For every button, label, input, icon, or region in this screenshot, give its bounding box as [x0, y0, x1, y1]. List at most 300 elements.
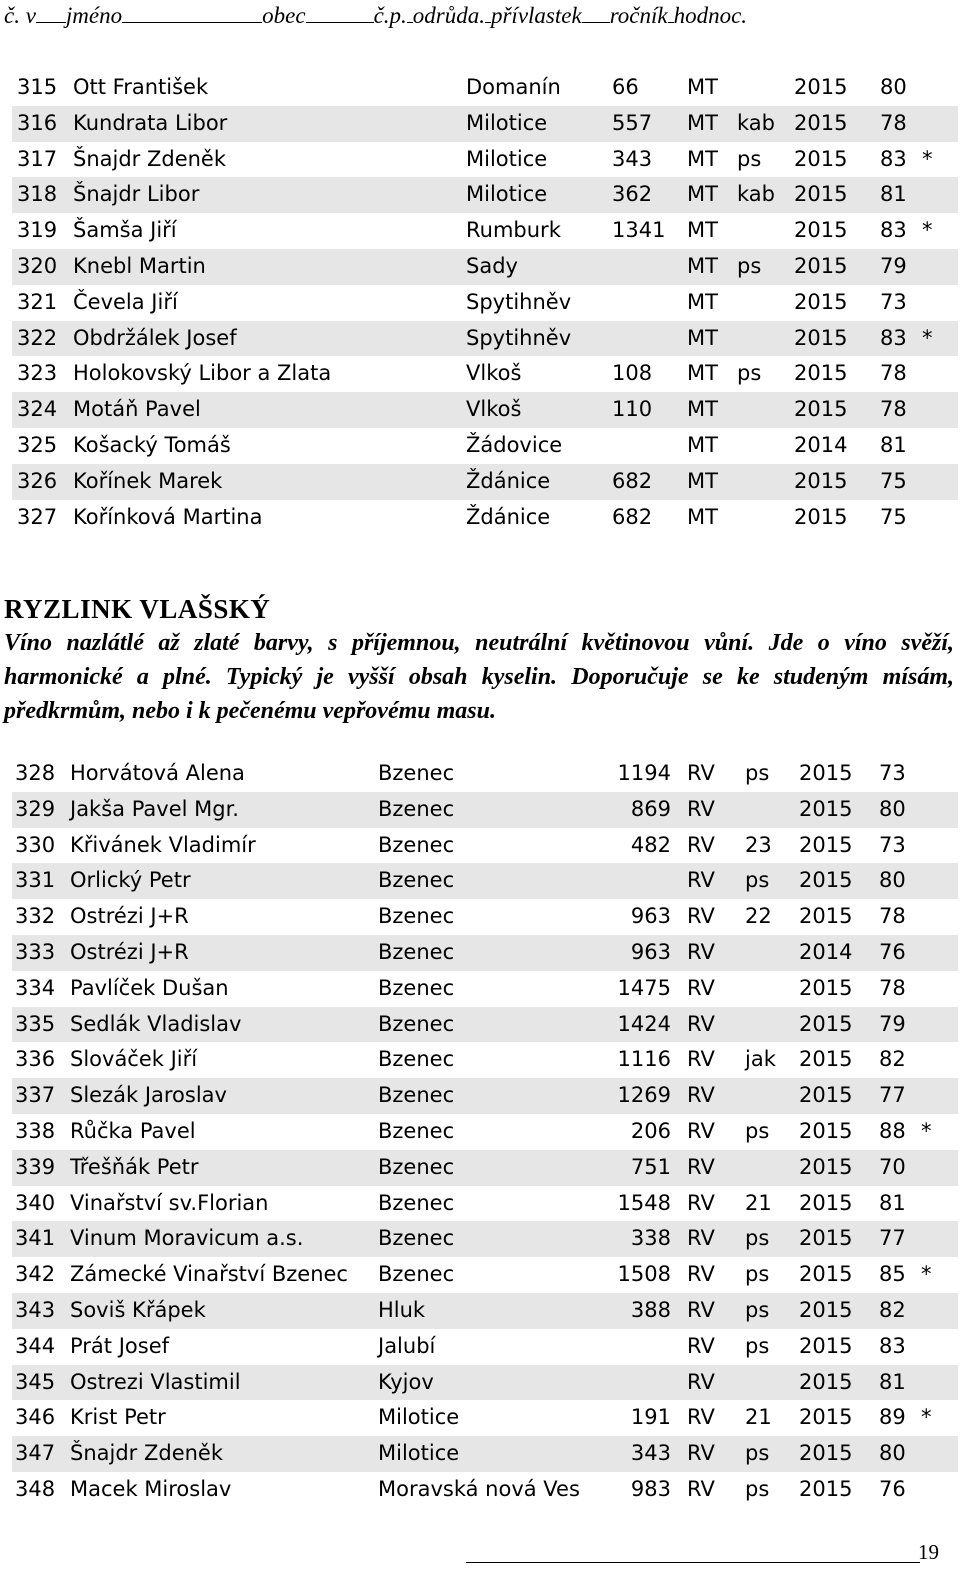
table-row: [12, 106, 958, 142]
cell-score: 78: [880, 397, 907, 422]
cell-score: 78: [880, 361, 907, 386]
cell-town: Bzenec: [378, 868, 455, 893]
cell-score: 76: [879, 939, 906, 964]
cell-year: 2015: [799, 975, 853, 1000]
cell-year: 2015: [794, 75, 848, 99]
cell-num: 347: [15, 1441, 56, 1466]
cell-name: Krist Petr: [70, 1405, 166, 1430]
table-row: [12, 863, 958, 899]
cell-year: 2015: [794, 182, 848, 207]
cell-variety: RV: [687, 1476, 715, 1501]
cell-town: Bzenec: [378, 1047, 455, 1072]
header-underline: [36, 4, 66, 23]
cell-year: 2015: [794, 468, 848, 493]
table-row: [12, 756, 958, 792]
cell-name: Ott František: [73, 75, 209, 99]
cell-num: 321: [17, 289, 58, 314]
cell-score: 85: [879, 1262, 906, 1287]
cell-num: 315: [17, 75, 58, 99]
cell-town: Jalubí: [378, 1333, 436, 1358]
cell-num: 325: [17, 432, 58, 457]
cell-num: 326: [17, 468, 58, 493]
cell-score: 76: [879, 1476, 906, 1501]
cell-variety: MT: [687, 468, 718, 493]
header-col-year: ročník: [609, 3, 668, 28]
cell-variety: RV: [687, 1011, 715, 1036]
cell-cp: 1341: [612, 218, 666, 243]
cell-year: 2015: [799, 1297, 853, 1322]
cell-num: 329: [15, 796, 56, 821]
cell-year: 2015: [799, 1476, 853, 1501]
cell-attr: 21: [745, 1405, 772, 1430]
cell-variety: MT: [687, 397, 718, 422]
cell-num: 327: [17, 504, 58, 529]
cell-name: Soviš Křápek: [70, 1297, 206, 1322]
table-row: [12, 1042, 958, 1078]
cell-variety: RV: [687, 832, 715, 857]
cell-name: Kořínková Martina: [73, 504, 263, 529]
cell-star: *: [922, 325, 933, 350]
cell-cp: 682: [612, 468, 653, 493]
cell-score: 83: [880, 218, 907, 243]
header-underline: [306, 4, 374, 23]
cell-cp: 66: [612, 75, 639, 99]
cell-score: 77: [879, 1083, 906, 1108]
cell-star: *: [922, 218, 933, 243]
cell-name: Vinum Moravicum a.s.: [70, 1226, 304, 1251]
cell-num: 323: [17, 361, 58, 386]
table-row: [12, 500, 958, 536]
cell-num: 330: [15, 832, 56, 857]
cell-town: Bzenec: [378, 1118, 455, 1143]
cell-num: 343: [15, 1297, 56, 1322]
cell-score: 73: [879, 832, 906, 857]
cell-year: 2015: [799, 904, 853, 929]
cell-attr: kab: [737, 182, 775, 207]
cell-year: 2015: [799, 1333, 853, 1358]
cell-town: Milotice: [378, 1405, 460, 1430]
column-header-line: [4, 2, 747, 30]
table-row: [12, 1186, 958, 1222]
cell-score: 75: [880, 468, 907, 493]
cell-cp: 110: [612, 397, 653, 422]
cell-variety: RV: [687, 1226, 715, 1251]
cell-cp: 1194: [617, 761, 671, 785]
cell-cp: 983: [630, 1476, 671, 1501]
cell-variety: RV: [687, 1047, 715, 1072]
cell-variety: RV: [687, 1154, 715, 1179]
cell-year: 2015: [799, 1083, 853, 1108]
cell-cp: 869: [630, 796, 671, 821]
cell-score: 75: [880, 504, 907, 529]
cell-cp: 1269: [617, 1083, 671, 1108]
cell-attr: ps: [745, 1297, 770, 1322]
cell-name: Obdržálek Josef: [73, 325, 237, 350]
table-row: [12, 1329, 958, 1365]
cell-variety: MT: [687, 432, 718, 457]
cell-num: 334: [15, 975, 56, 1000]
cell-name: Kundrata Libor: [73, 110, 228, 135]
cell-attr: ps: [745, 1226, 770, 1251]
table-row: [12, 1400, 958, 1436]
header-col-house-number: č.p.: [373, 3, 407, 28]
cell-variety: RV: [687, 868, 715, 893]
table-row: [12, 249, 958, 285]
header-underline: [122, 4, 262, 23]
cell-variety: MT: [687, 504, 718, 529]
cell-num: 320: [17, 253, 58, 278]
cell-score: 79: [880, 253, 907, 278]
cell-num: 317: [17, 146, 58, 171]
cell-num: 328: [15, 761, 56, 785]
cell-score: 80: [879, 796, 906, 821]
cell-town: Bzenec: [378, 1083, 455, 1108]
cell-town: Hluk: [378, 1297, 426, 1322]
cell-name: Kořínek Marek: [73, 468, 223, 493]
cell-attr: jak: [745, 1047, 776, 1072]
cell-name: Knebl Martin: [73, 253, 206, 278]
cell-name: Macek Miroslav: [70, 1476, 232, 1501]
cell-num: 348: [15, 1476, 56, 1501]
cell-num: 336: [15, 1047, 56, 1072]
table-row: [12, 142, 958, 178]
cell-num: 324: [17, 397, 58, 422]
cell-variety: RV: [687, 939, 715, 964]
results-table-rv: [12, 756, 958, 1508]
cell-num: 332: [15, 904, 56, 929]
cell-year: 2015: [799, 1369, 853, 1394]
cell-year: 2015: [799, 832, 853, 857]
cell-town: Bzenec: [378, 975, 455, 1000]
table-row: [12, 1365, 958, 1401]
cell-attr: kab: [737, 110, 775, 135]
cell-name: Šnajdr Libor: [73, 182, 200, 207]
cell-attr: ps: [745, 868, 770, 893]
cell-name: Motáň Pavel: [73, 397, 201, 422]
cell-town: Milotice: [378, 1441, 460, 1466]
cell-town: Milotice: [466, 110, 548, 135]
cell-score: 81: [879, 1369, 906, 1394]
cell-year: 2015: [794, 504, 848, 529]
header-col-attribute: přívlastek: [490, 3, 582, 28]
cell-variety: MT: [687, 75, 718, 99]
section-description: Víno nazlátlé až zlaté barvy, s příjemnou, neutrální květinovou vůní. Jde o víno svěží, harmonické a plné. Typický je vyšší obsah kyselin. Doporučuje se ke studeným mísám, předkrmům, nebo i k pečenému vepřovému masu.: [4, 630, 954, 724]
cell-year: 2015: [799, 1011, 853, 1036]
header-col-number: č. v: [4, 3, 36, 28]
cell-score: 81: [880, 432, 907, 457]
cell-town: Bzenec: [378, 1190, 455, 1215]
cell-star: *: [922, 146, 933, 171]
cell-variety: MT: [687, 218, 718, 243]
cell-variety: RV: [687, 1083, 715, 1108]
cell-score: 78: [879, 975, 906, 1000]
cell-town: Rumburk: [466, 218, 561, 243]
cell-num: 344: [15, 1333, 56, 1358]
cell-score: 77: [879, 1226, 906, 1251]
cell-num: 346: [15, 1405, 56, 1430]
cell-town: Sady: [466, 253, 518, 278]
cell-star: *: [921, 1262, 932, 1287]
cell-attr: ps: [737, 253, 762, 278]
cell-num: 331: [15, 868, 56, 893]
header-col-town: obec: [262, 3, 306, 28]
cell-score: 82: [879, 1047, 906, 1072]
cell-cp: 557: [612, 110, 653, 135]
table-row: [12, 828, 958, 864]
cell-year: 2015: [799, 1047, 853, 1072]
header-underline: [582, 4, 610, 23]
cell-year: 2015: [794, 253, 848, 278]
cell-num: 333: [15, 939, 56, 964]
table-row: [12, 1293, 958, 1329]
cell-attr: ps: [745, 1476, 770, 1501]
cell-town: Bzenec: [378, 796, 455, 821]
cell-attr: 21: [745, 1190, 772, 1215]
cell-town: Bzenec: [378, 832, 455, 857]
cell-cp: 1508: [617, 1262, 671, 1287]
cell-cp: 963: [630, 939, 671, 964]
cell-town: Bzenec: [378, 1154, 455, 1179]
cell-name: Šnajdr Zdeněk: [73, 146, 227, 171]
cell-attr: ps: [737, 146, 762, 171]
cell-variety: MT: [687, 110, 718, 135]
cell-name: Šnajdr Zdeněk: [70, 1441, 224, 1466]
table-row: [12, 464, 958, 500]
cell-year: 2015: [799, 761, 853, 785]
cell-name: Růčka Pavel: [70, 1118, 196, 1143]
table-row: [12, 213, 958, 249]
cell-town: Bzenec: [378, 1226, 455, 1251]
table-row: [12, 971, 958, 1007]
cell-town: Bzenec: [378, 1011, 455, 1036]
cell-star: *: [921, 1118, 932, 1143]
header-col-score: hodnoc.: [673, 3, 748, 28]
cell-score: 88: [879, 1118, 906, 1143]
cell-year: 2015: [799, 1405, 853, 1430]
cell-variety: RV: [687, 1190, 715, 1215]
cell-num: 345: [15, 1369, 56, 1394]
cell-year: 2015: [794, 361, 848, 386]
cell-name: Holokovský Libor a Zlata: [73, 361, 332, 386]
cell-attr: 23: [745, 832, 772, 857]
table-row: [12, 428, 958, 464]
cell-variety: RV: [687, 1118, 715, 1143]
cell-name: Jakša Pavel Mgr.: [70, 796, 239, 821]
cell-town: Vlkoš: [466, 397, 522, 422]
cell-cp: 362: [612, 182, 653, 207]
cell-variety: RV: [687, 1441, 715, 1466]
table-row: [12, 1221, 958, 1257]
cell-town: Bzenec: [378, 939, 455, 964]
cell-cp: 682: [612, 504, 653, 529]
table-row: [12, 70, 958, 106]
cell-num: 338: [15, 1118, 56, 1143]
cell-town: Vlkoš: [466, 361, 522, 386]
cell-town: Bzenec: [378, 761, 455, 785]
cell-name: Sedlák Vladislav: [70, 1011, 242, 1036]
cell-variety: RV: [687, 1262, 715, 1287]
cell-variety: MT: [687, 361, 718, 386]
cell-name: Slováček Jiří: [70, 1047, 198, 1072]
cell-cp: 482: [630, 832, 671, 857]
table-row: [12, 1150, 958, 1186]
cell-year: 2015: [799, 1154, 853, 1179]
cell-year: 2015: [794, 218, 848, 243]
cell-cp: 343: [612, 146, 653, 171]
cell-variety: RV: [687, 1369, 715, 1394]
cell-name: Vinařství sv.Florian: [70, 1190, 269, 1215]
cell-town: Ždánice: [466, 504, 551, 529]
cell-name: Horvátová Alena: [70, 761, 245, 785]
cell-num: 341: [15, 1226, 56, 1251]
table-row: [12, 935, 958, 971]
table-row: [12, 1436, 958, 1472]
cell-num: 340: [15, 1190, 56, 1215]
cell-score: 81: [880, 182, 907, 207]
cell-attr: ps: [745, 761, 770, 785]
cell-year: 2015: [799, 1441, 853, 1466]
cell-score: 81: [879, 1190, 906, 1215]
cell-year: 2015: [794, 397, 848, 422]
cell-variety: MT: [687, 325, 718, 350]
cell-score: 73: [880, 289, 907, 314]
cell-cp: 206: [630, 1118, 671, 1143]
cell-score: 79: [879, 1011, 906, 1036]
cell-variety: MT: [687, 289, 718, 314]
cell-year: 2015: [794, 289, 848, 314]
cell-year: 2014: [794, 432, 848, 457]
cell-num: 322: [17, 325, 58, 350]
cell-name: Košacký Tomáš: [73, 432, 231, 457]
cell-name: Ostrézi J+R: [70, 939, 189, 964]
cell-variety: RV: [687, 796, 715, 821]
cell-variety: RV: [687, 975, 715, 1000]
cell-town: Spytihněv: [466, 289, 572, 314]
header-col-name: jméno: [65, 3, 123, 28]
cell-variety: MT: [687, 253, 718, 278]
cell-year: 2015: [799, 1226, 853, 1251]
table-row: [12, 1007, 958, 1043]
cell-attr: ps: [745, 1118, 770, 1143]
cell-attr: ps: [745, 1333, 770, 1358]
cell-score: 80: [879, 868, 906, 893]
cell-cp: 388: [630, 1297, 671, 1322]
section-title: RYZLINK VLAŠSKÝ: [4, 594, 271, 624]
cell-year: 2015: [799, 868, 853, 893]
cell-num: 316: [17, 110, 58, 135]
table-row: [12, 1078, 958, 1114]
table-row: [12, 285, 958, 321]
page-number: 19: [918, 1540, 939, 1564]
table-row: [12, 1257, 958, 1293]
cell-cp: 1475: [617, 975, 671, 1000]
cell-cp: 751: [630, 1154, 671, 1179]
cell-variety: RV: [687, 1297, 715, 1322]
cell-cp: 191: [630, 1405, 671, 1430]
cell-name: Šamša Jiří: [73, 218, 177, 243]
cell-variety: RV: [687, 761, 715, 785]
cell-town: Spytihněv: [466, 325, 572, 350]
table-row: [12, 356, 958, 392]
cell-score: 78: [879, 904, 906, 929]
cell-score: 83: [880, 146, 907, 171]
cell-variety: RV: [687, 1333, 715, 1358]
cell-num: 337: [15, 1083, 56, 1108]
cell-score: 80: [879, 1441, 906, 1466]
cell-score: 73: [879, 761, 906, 785]
variety-section-rv: [4, 592, 954, 728]
cell-year: 2015: [794, 110, 848, 135]
cell-num: 318: [17, 182, 58, 207]
cell-star: *: [921, 1405, 932, 1430]
cell-name: Prát Josef: [70, 1333, 170, 1358]
cell-score: 80: [880, 75, 907, 99]
table-row: [12, 792, 958, 828]
cell-score: 82: [879, 1297, 906, 1322]
header-col-variety: odrůda.: [412, 3, 485, 28]
cell-name: Ostrézi J+R: [70, 904, 189, 929]
cell-name: Zámecké Vinařství Bzenec: [70, 1262, 348, 1287]
cell-score: 70: [879, 1154, 906, 1179]
cell-town: Domanín: [466, 75, 561, 99]
cell-name: Čevela Jiří: [73, 289, 178, 314]
table-row: [12, 1114, 958, 1150]
cell-year: 2015: [799, 1118, 853, 1143]
cell-year: 2015: [799, 1262, 853, 1287]
cell-town: Moravská nová Ves: [378, 1476, 580, 1501]
table-row: [12, 321, 958, 357]
cell-num: 319: [17, 218, 58, 243]
cell-num: 342: [15, 1262, 56, 1287]
cell-town: Žádovice: [466, 432, 563, 457]
cell-num: 339: [15, 1154, 56, 1179]
cell-score: 83: [879, 1333, 906, 1358]
cell-cp: 963: [630, 904, 671, 929]
cell-score: 78: [880, 110, 907, 135]
cell-town: Bzenec: [378, 904, 455, 929]
cell-town: Ždánice: [466, 468, 551, 493]
cell-attr: ps: [745, 1441, 770, 1466]
cell-year: 2014: [799, 939, 853, 964]
table-row: [12, 899, 958, 935]
cell-name: Ostrezi Vlastimil: [70, 1369, 241, 1394]
table-row: [12, 177, 958, 213]
cell-name: Křivánek Vladimír: [70, 832, 256, 857]
cell-cp: 108: [612, 361, 653, 386]
cell-town: Bzenec: [378, 1262, 455, 1287]
table-row: [12, 1472, 958, 1508]
cell-name: Třešňák Petr: [70, 1154, 199, 1179]
cell-cp: 1116: [617, 1047, 671, 1072]
cell-cp: 1548: [617, 1190, 671, 1215]
cell-variety: MT: [687, 146, 718, 171]
cell-variety: RV: [687, 1405, 715, 1430]
cell-year: 2015: [799, 796, 853, 821]
cell-variety: RV: [687, 904, 715, 929]
cell-town: Milotice: [466, 182, 548, 207]
cell-score: 83: [880, 325, 907, 350]
cell-year: 2015: [799, 1190, 853, 1215]
cell-year: 2015: [794, 325, 848, 350]
cell-name: Slezák Jaroslav: [70, 1083, 227, 1108]
cell-name: Pavlíček Dušan: [70, 975, 229, 1000]
cell-town: Milotice: [466, 146, 548, 171]
cell-name: Orlický Petr: [70, 868, 191, 893]
cell-cp: 343: [630, 1441, 671, 1466]
cell-cp: 338: [630, 1226, 671, 1251]
cell-cp: 1424: [617, 1011, 671, 1036]
cell-town: Kyjov: [378, 1369, 434, 1394]
